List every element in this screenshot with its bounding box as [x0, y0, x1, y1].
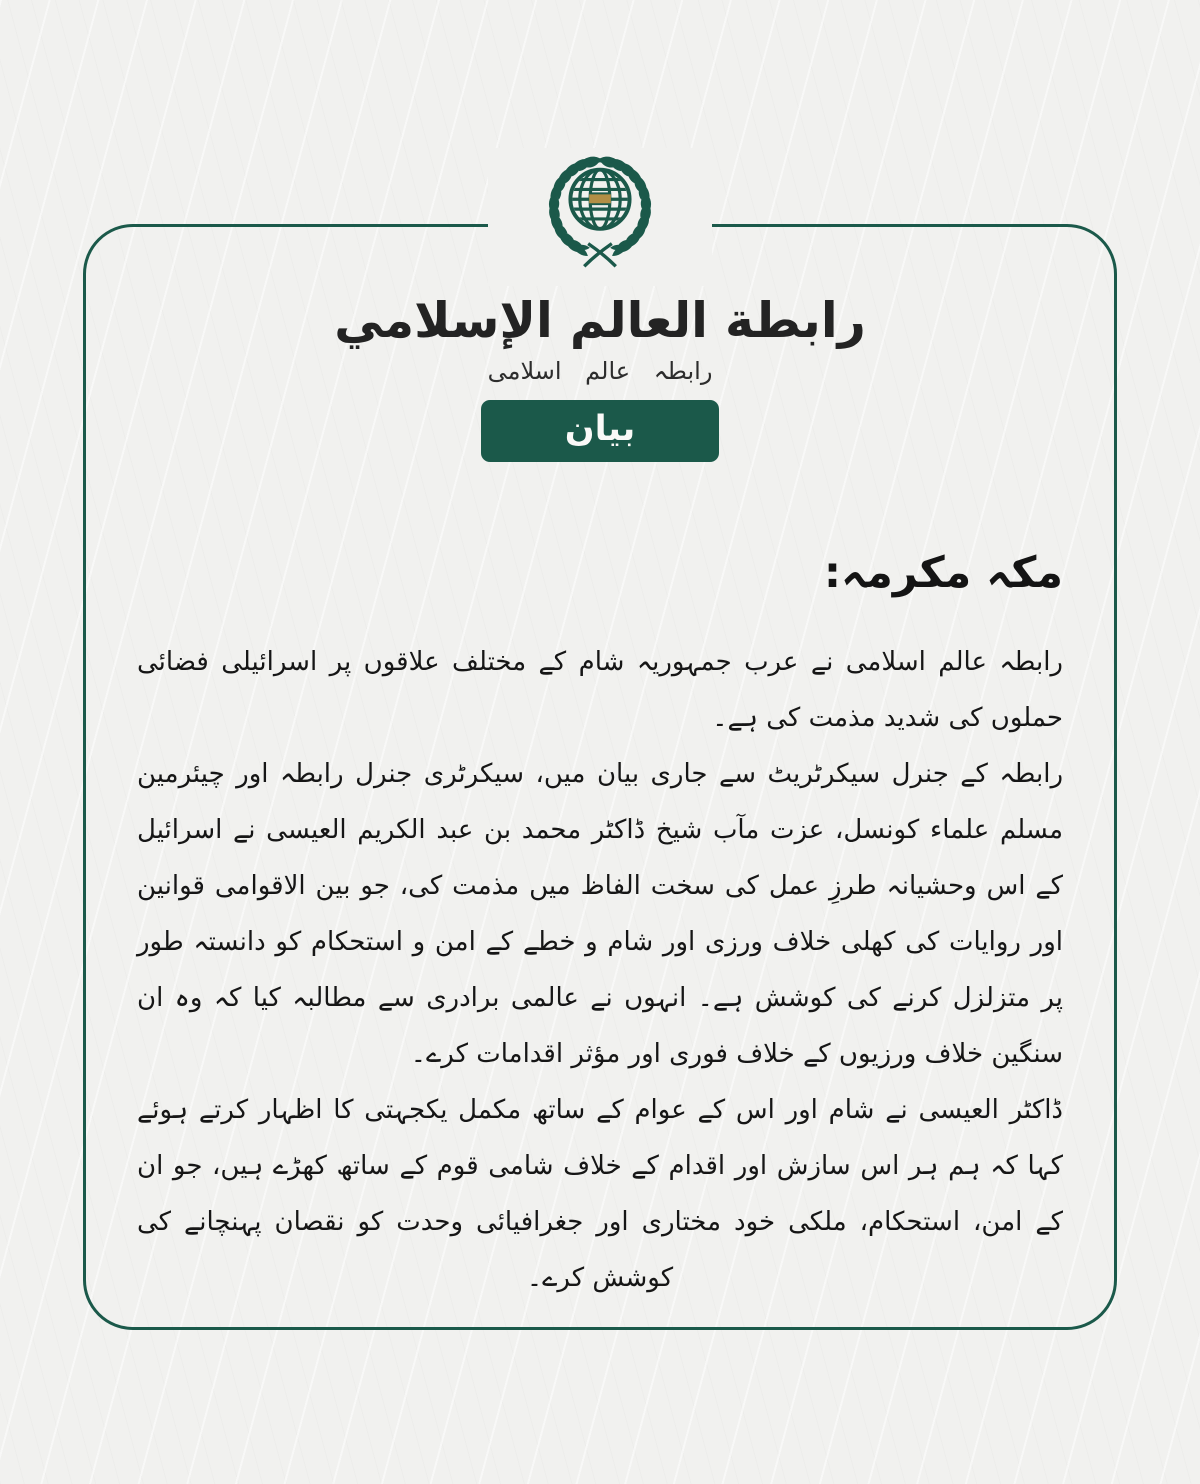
- org-name-calligraphy: رابطة العالم الإسلامي: [334, 292, 866, 349]
- statement-paragraph: رابطہ عالم اسلامی نے عرب جمہوریہ شام کے مختلف علاقوں پر اسرائیلی فضائی حملوں کی شدید مذمت کی ہے۔: [137, 647, 1063, 733]
- statement-paragraph: ڈاکٹر العیسی نے شام اور اس کے عوام کے ساتھ مکمل یکجہتی کا اظہار کرتے ہوئے کہا کہ ہم ہر اس سازش اور اقدام کے خلاف شامی قوم کے ساتھ کھڑے ہیں، جو ان کے امن، استحکام، ملکی خود مختاری اور جغرافیائی وحدت کو نقصان پہنچانے کی کوشش کرے۔: [137, 1095, 1063, 1293]
- org-name-urdu: رابطہ عالم اسلامی: [487, 357, 713, 385]
- dateline-heading: مکہ مکرمہ:: [823, 548, 1063, 598]
- statement-paragraph: رابطہ کے جنرل سیکرٹریٹ سے جاری بیان میں، سیکرٹری جنرل رابطہ اور چیئرمین مسلم علماء کونسل، عزت مآب شیخ ڈاکٹر محمد بن عبد الکریم العیسی نے اسرائیل کے اس وحشیانہ طرزِ عمل کی سخت الفاظ میں مذمت کی، جو بین الاقوامی قوانین اور روایات کی کھلی خلاف ورزی اور شام و خطے کے امن و استحکام کو دانستہ طور پر متزلزل کرنے کی کوشش ہے۔ انہوں نے عالمی برادری سے مطالبہ کیا کہ وہ ان سنگین خلاف ورزیوں کے خلاف فوری اور مؤثر اقدامات کرے۔: [137, 759, 1063, 1069]
- statement-body: [137, 548, 1063, 1306]
- laurel-wreath-globe-icon: [530, 148, 670, 286]
- logo-container: [488, 148, 712, 286]
- statement-banner: بیان: [481, 400, 719, 462]
- header: [0, 148, 1200, 462]
